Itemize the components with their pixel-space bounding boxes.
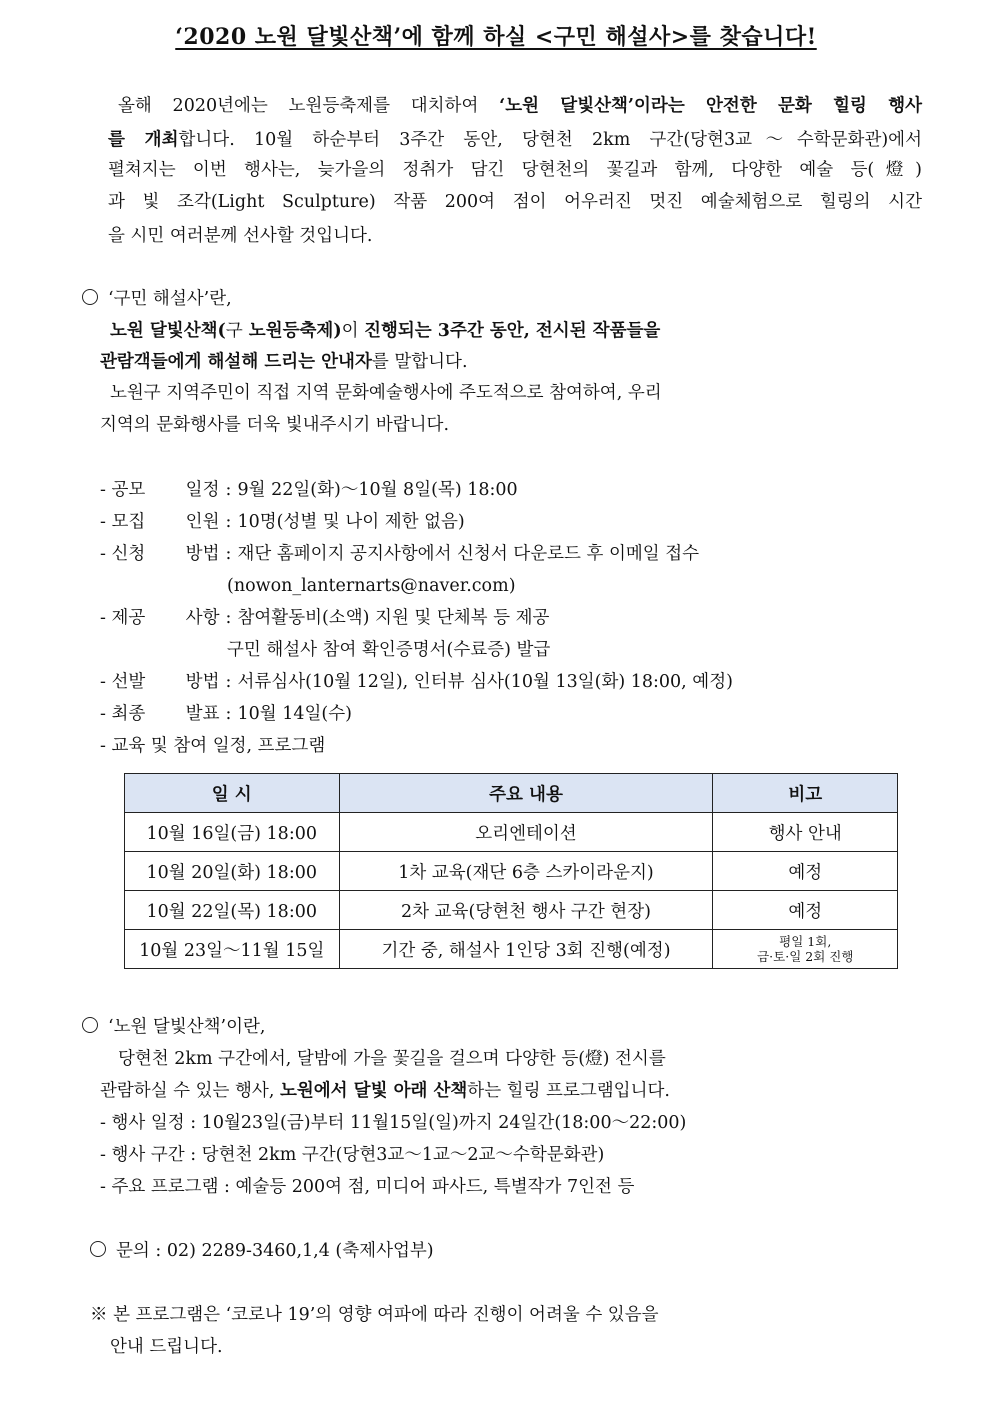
- note-line-2: 금·토·일 2회 진행: [757, 949, 854, 964]
- plain-text: 이: [341, 321, 365, 341]
- detail-apply: - 신청 방법 : 재단 홈페이지 공지사항에서 신청서 다운로드 후 이메일 접수: [100, 544, 700, 564]
- notice-line-2: 안내 드립니다.: [110, 1337, 223, 1357]
- table-header-row: [125, 774, 898, 813]
- section-heading-commentator: [82, 287, 232, 311]
- section-heading-text: ‘구민 해설사’란,: [108, 289, 232, 309]
- section2-line-2: [100, 1079, 670, 1103]
- intro-bold: ‘노원 달빛산책’이라는 안전한 문화 힐링 행사: [499, 96, 922, 116]
- event-item: - 주요 프로그램 : 예술등 200여 점, 미디어 파사드, 특별작가 7인전 등: [100, 1177, 635, 1197]
- intro-line-3: 펼쳐지는 이번 행사는, 늦가을의 정취가 담긴 당현천의 꽃길과 함께, 다양한 예술 등(燈): [108, 160, 922, 180]
- column-header-date: 일 시: [125, 774, 340, 813]
- intro-line-2: [108, 128, 922, 152]
- intro-line-1: [118, 94, 922, 118]
- detail-announce: - 최종 발표 : 10월 14일(수): [100, 704, 352, 724]
- cell-content: 오리엔테이션: [339, 813, 713, 852]
- detail-recruit: - 모집 인원 : 10명(성별 및 나이 제한 없음): [100, 512, 465, 532]
- detail-label: 모집 인원: [111, 512, 220, 532]
- section1-line-4: 지역의 문화행사를 더욱 빛내주시기 바랍니다.: [100, 415, 450, 435]
- section-heading-text: ‘노원 달빛산책’이란,: [108, 1017, 266, 1037]
- circle-bullet-icon: [82, 1017, 98, 1033]
- plain-text: 관람하실 수 있는 행사,: [100, 1081, 280, 1101]
- table-row: [125, 852, 898, 891]
- intro-line-5: 을 시민 여러분께 선사할 것입니다.: [108, 226, 373, 246]
- cell-content: 2차 교육(당현천 행사 구간 현장): [339, 891, 713, 930]
- detail-value: 참여활동비(소액) 지원 및 단체복 등 제공: [237, 608, 550, 628]
- section1-line-3: 노원구 지역주민이 직접 지역 문화예술행사에 주도적으로 참여하여, 우리: [110, 383, 662, 403]
- bold-text: 노원에서 달빛 아래 산책: [279, 1081, 468, 1101]
- section2-line-1: 당현천 2km 구간에서, 달밤에 가을 꽃길을 걸으며 다양한 등(燈) 전시를: [118, 1049, 666, 1069]
- detail-value: 재단 홈페이지 공지사항에서 신청서 다운로드 후 이메일 접수: [237, 544, 700, 564]
- cell-content: 기간 중, 해설사 1인당 3회 진행(예정): [339, 930, 713, 969]
- intro-text: 올해 2020년에는 노원등축제를 대치하여: [118, 96, 500, 116]
- column-header-content: 주요 내용: [339, 774, 713, 813]
- cell-note: 예정: [713, 891, 898, 930]
- cell-note: 행사 안내: [713, 813, 898, 852]
- detail-value: 서류심사(10월 12일), 인터뷰 심사(10월 13일(화) 18:00, 예정): [237, 672, 733, 692]
- event-item: - 행사 일정 : 10월23일(금)부터 11월15일(일)까지 24일간(18:00～22:00): [100, 1113, 687, 1133]
- detail-schedule: - 공모 일정 : 9월 22일(화)～10월 8일(목) 18:00: [100, 480, 518, 500]
- detail-label: 신청 방법: [111, 544, 220, 564]
- notice-line-1: ※ 본 프로그램은 ‘코로나 19’의 영향 여파에 따라 진행이 어려울 수 있음을: [90, 1305, 659, 1325]
- section1-line-2: [100, 350, 468, 374]
- note-line-1: 평일 1회,: [779, 934, 832, 949]
- cell-date: 10월 16일(금) 18:00: [125, 813, 340, 852]
- detail-value: 10월 14일(수): [237, 704, 352, 724]
- bold-text: 노원 달빛산책(: [110, 321, 226, 341]
- intro-bold: 를 개최: [108, 130, 179, 150]
- detail-selection: - 선발 방법 : 서류심사(10월 12일), 인터뷰 심사(10월 13일(화) 18:00, 예정): [100, 672, 733, 692]
- cell-note: [713, 930, 898, 969]
- contact-line: [90, 1239, 434, 1263]
- detail-label: 제공 사항: [111, 608, 220, 628]
- intro-line-4: 과 빛 조각(Light Sculpture) 작품 200여 점이 어우러진 멋진 예술체험으로 힐링의 시간: [108, 192, 922, 212]
- table-row: [125, 930, 898, 969]
- table-row: [125, 813, 898, 852]
- detail-label: 공모 일정: [111, 480, 220, 500]
- column-header-note: 비고: [713, 774, 898, 813]
- detail-provide: - 제공 사항 : 참여활동비(소액) 지원 및 단체복 등 제공: [100, 608, 550, 628]
- bold-text: 관람객들에게 해설해 드리는 안내자: [100, 352, 372, 372]
- cell-note: 예정: [713, 852, 898, 891]
- section1-line-1: [110, 319, 660, 343]
- bold-text: 노원등축제): [242, 321, 342, 341]
- cell-date: 10월 23일～11월 15일: [125, 930, 340, 969]
- bold-text: 진행되는 3주간 동안, 전시된 작품들을: [364, 321, 661, 341]
- schedule-table: [124, 773, 898, 969]
- table-row: [125, 891, 898, 930]
- detail-value: 9월 22일(화)～10월 8일(목) 18:00: [237, 480, 518, 500]
- plain-text: 를 말합니다.: [371, 352, 468, 372]
- contact-text: 문의 : 02) 2289-3460,1,4 (축제사업부): [116, 1241, 434, 1261]
- cell-date: 10월 20일(화) 18:00: [125, 852, 340, 891]
- cell-content: 1차 교육(재단 6층 스카이라운지): [339, 852, 713, 891]
- program-label: - 교육 및 참여 일정, 프로그램: [100, 736, 326, 756]
- cell-date: 10월 22일(목) 18:00: [125, 891, 340, 930]
- detail-value: 10명(성별 및 나이 제한 없음): [237, 512, 465, 532]
- detail-label: 최종 발표: [111, 704, 220, 724]
- circle-bullet-icon: [82, 289, 98, 305]
- detail-provide-extra: 구민 해설사 참여 확인증명서(수료증) 발급: [227, 640, 551, 660]
- event-item: - 행사 구간 : 당현천 2km 구간(당현3교～1교～2교～수학문화관): [100, 1145, 605, 1165]
- page-title: ‘2020 노원 달빛산책’에 함께 하실 <구민 해설사>를 찾습니다!: [175, 24, 817, 50]
- detail-label: 선발 방법: [111, 672, 220, 692]
- section-heading-moonlight-walk: [82, 1015, 266, 1039]
- plain-text: 구: [225, 321, 243, 341]
- intro-text: 합니다. 10월 하순부터 3주간 동안, 당현천 2km 구간(당현3교～수학문화관)에서: [178, 130, 922, 150]
- circle-bullet-icon: [90, 1241, 106, 1257]
- plain-text: 하는 힐링 프로그램입니다.: [467, 1081, 670, 1101]
- detail-apply-email: (nowon_lanternarts@naver.com): [227, 576, 516, 596]
